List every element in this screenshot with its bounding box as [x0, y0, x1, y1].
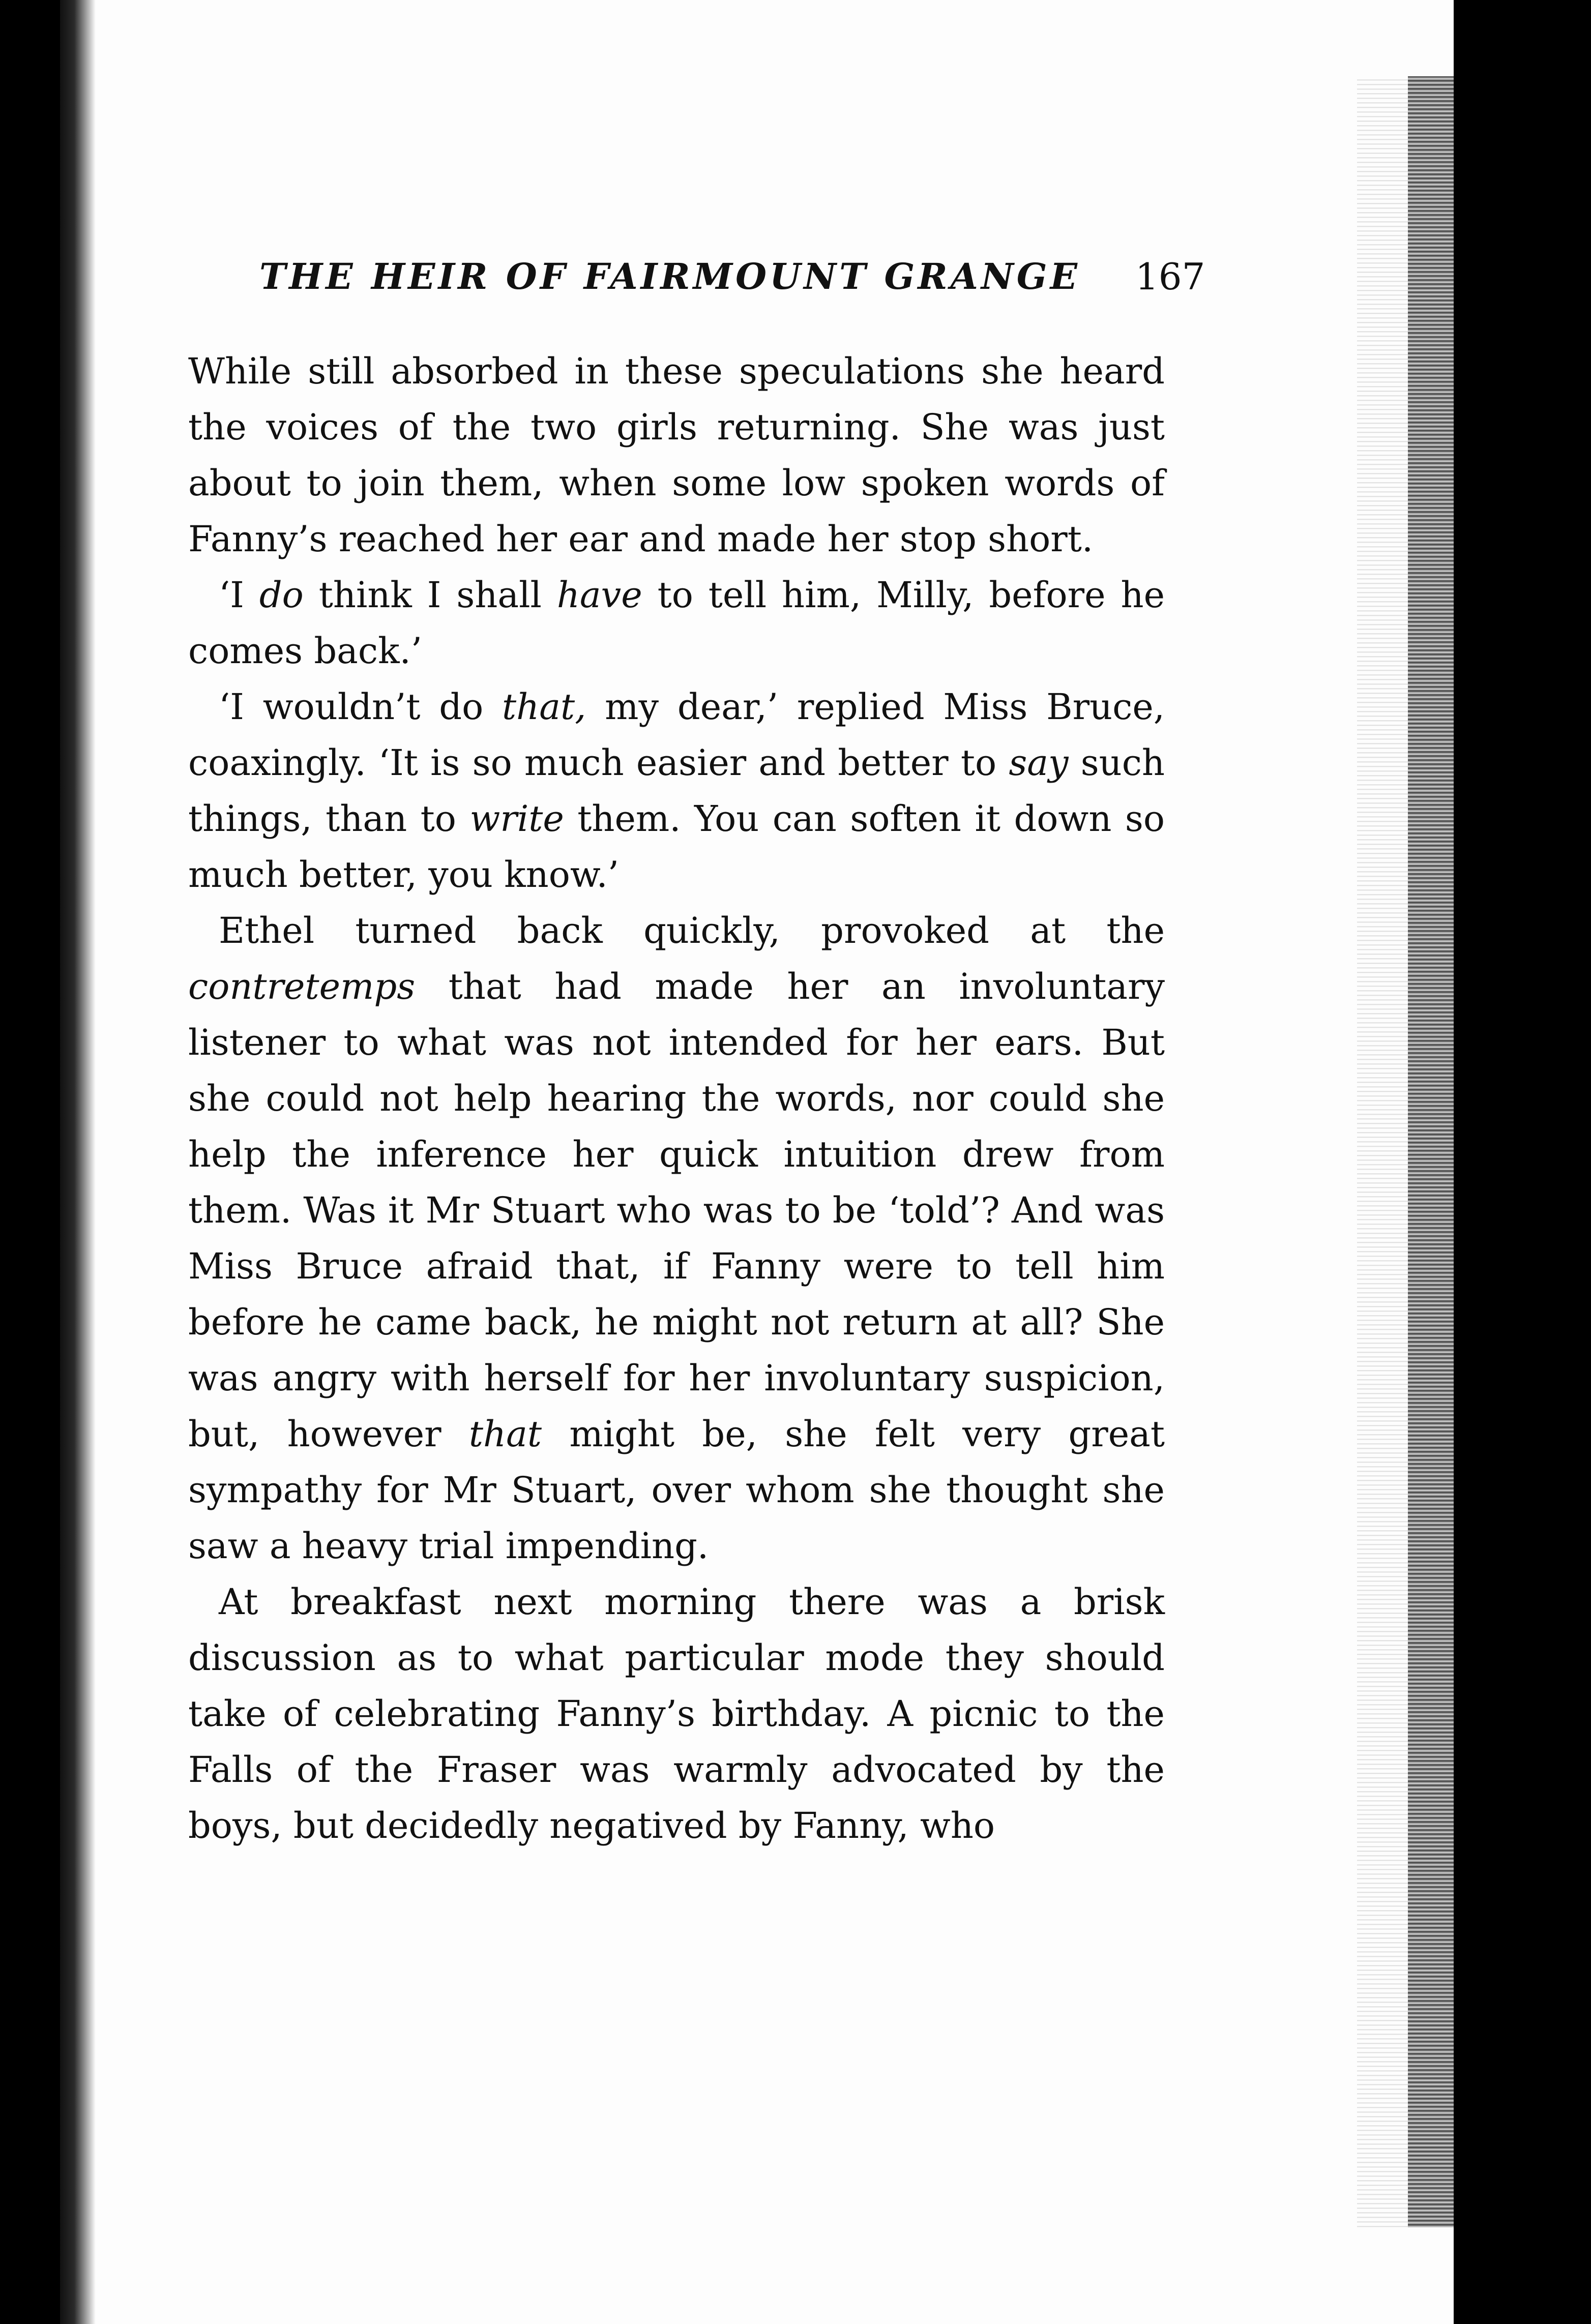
text-run: to tell him, Milly, before he comes back.’ — [188, 574, 1165, 672]
text-run: them. You can soften it down so much better, you know.’ — [188, 798, 1165, 896]
italic-text: say — [1009, 742, 1069, 784]
page-number: 167 — [1135, 255, 1205, 298]
text-run: Ethel turned back quickly, provoked at the — [219, 910, 1165, 951]
italic-text: do — [259, 574, 304, 616]
paragraph — [188, 903, 1165, 1574]
page-edge-dark — [1408, 76, 1454, 2227]
text-run: such things, than to — [188, 742, 1165, 840]
text-run: might be, she felt very great sympathy for Mr Stuart, over whom she thought she saw a heavy trial impending. — [188, 1413, 1165, 1567]
text-run: ‘I — [219, 574, 259, 616]
text-run: ‘I wouldn’t do — [219, 686, 503, 728]
text-run: While still absorbed in these speculations she heard the voices of the two girls returning. She was just about to join them, when some low spoken words of Fanny’s reached her ear and made her stop short. — [188, 350, 1165, 560]
italic-text: contretemps — [188, 966, 416, 1007]
italic-text: that — [468, 1413, 542, 1455]
text-run: At breakfast next morning there was a brisk discussion as to what particular mode they should take of celebrating Fanny’s birthday. A picnic to the Falls of the Fraser was warmly advocated by the boys, but decidedly negatived by Fanny, who — [188, 1581, 1165, 1846]
paragraph — [188, 567, 1165, 679]
text-run: think I shall — [303, 574, 557, 616]
paragraph — [188, 679, 1165, 903]
italic-text: write — [469, 798, 564, 840]
paragraph — [188, 1574, 1165, 1854]
running-header — [199, 250, 1205, 311]
body-text — [188, 343, 1165, 1854]
paragraph — [188, 343, 1165, 567]
text-run: that had made her an involuntary listener to what was not intended for her ears. But she could not help hearing the words, nor could she help the inference her quick intuition drew from them. Was it Mr Stuart who was to be ‘told’? And was Miss Bruce afraid that, if Fanny were to tell him before he came back, he might not return at all? She was angry with herself for her involuntary suspicion, but, however — [188, 966, 1165, 1455]
italic-text: have — [556, 574, 642, 616]
italic-text: that, — [502, 686, 586, 728]
binding-shadow — [60, 0, 96, 2324]
running-title: THE HEIR OF FAIRMOUNT GRANGE — [259, 255, 1080, 297]
text-run: my dear,’ replied Miss Bruce, coaxingly. ‘It is so much easier and better to — [188, 686, 1165, 784]
